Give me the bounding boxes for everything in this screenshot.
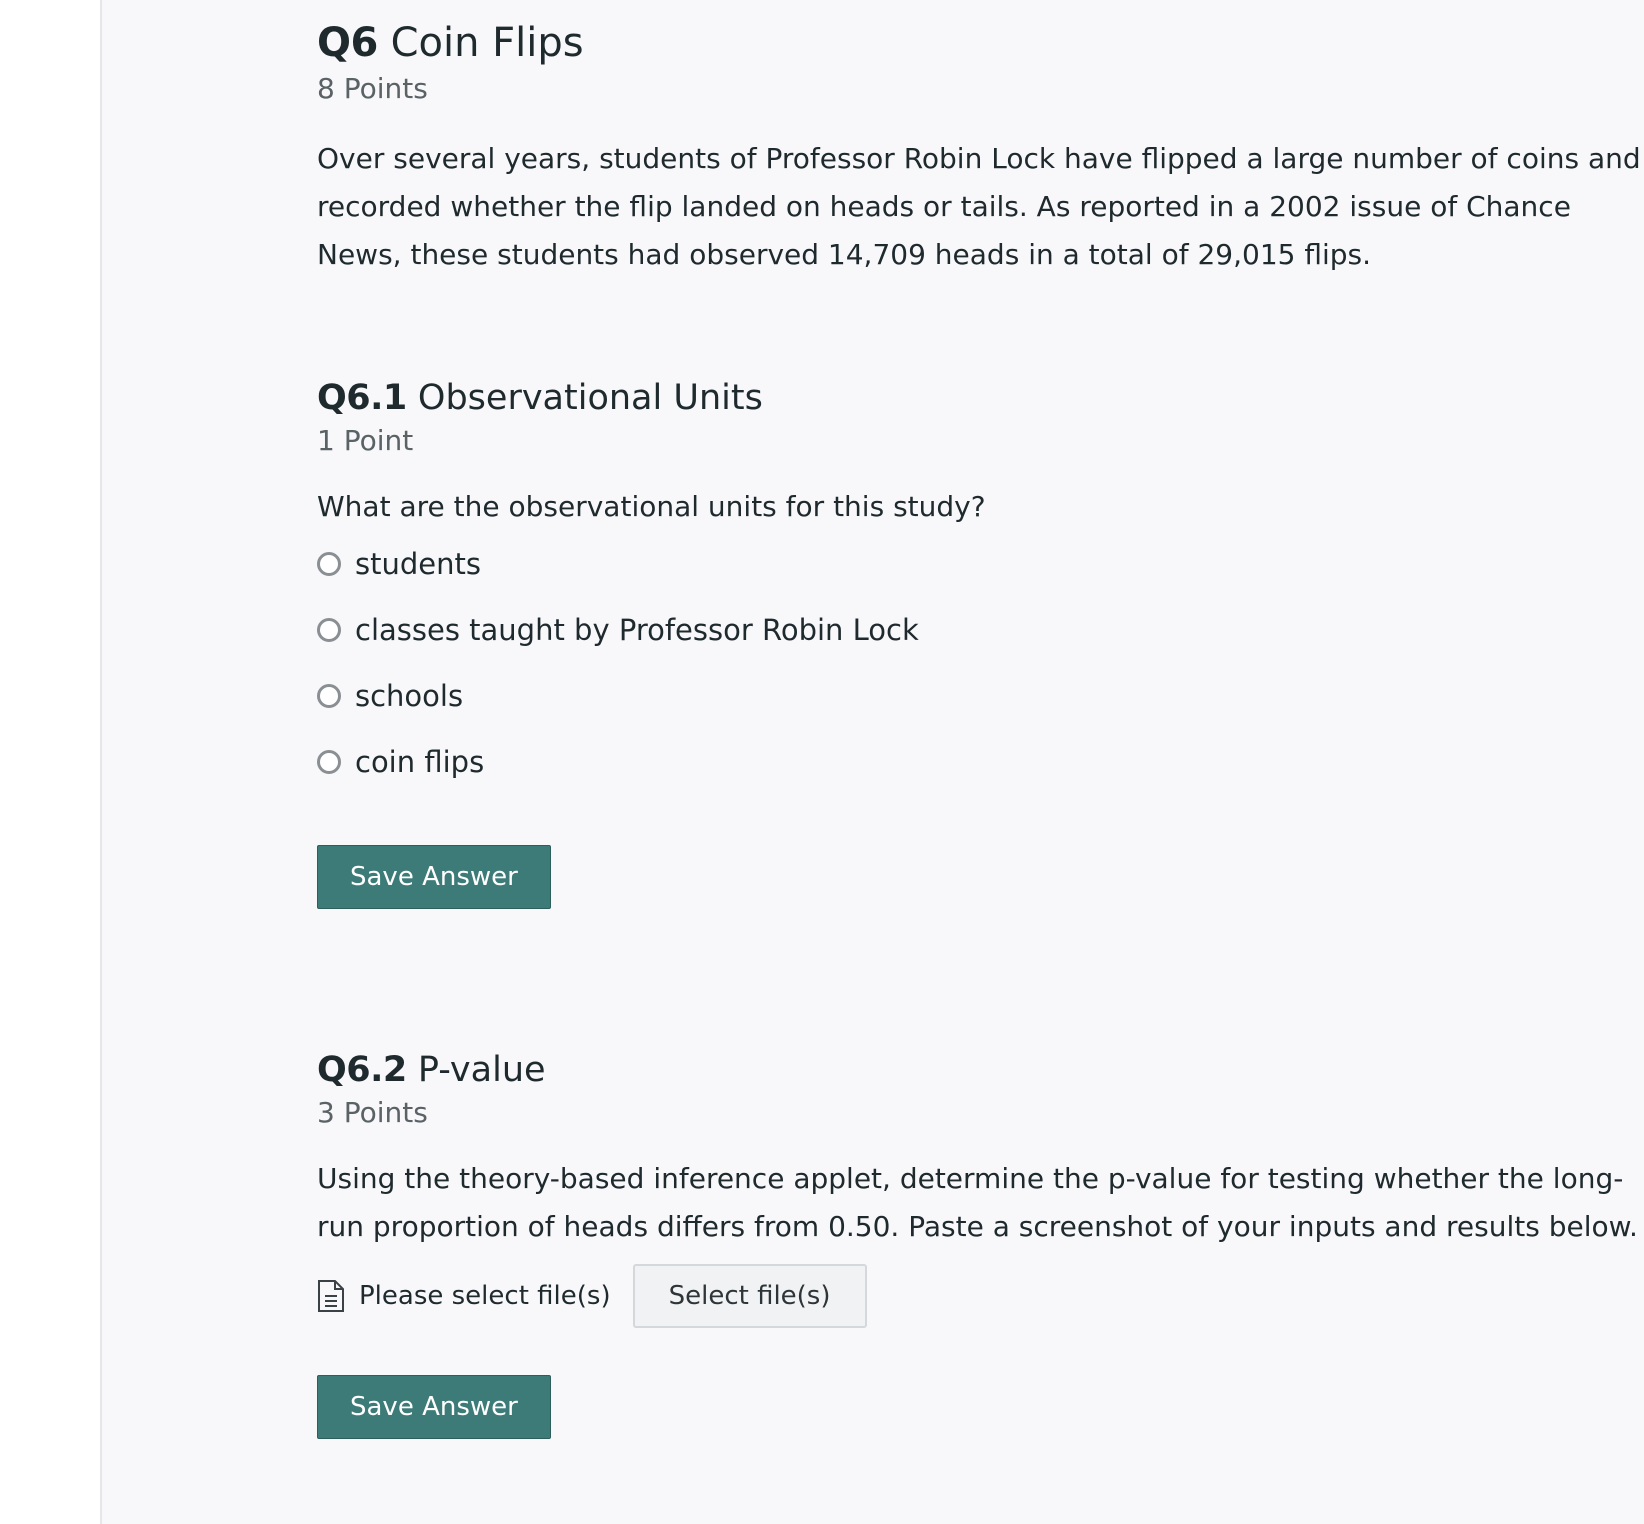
- left-gutter: [0, 0, 100, 1524]
- subquestion-title: [317, 378, 1644, 418]
- subquestion-q6-2: [317, 1050, 1644, 1439]
- option-schools[interactable]: [317, 663, 1644, 729]
- subquestion-number: Q6.1: [317, 378, 407, 418]
- subquestion-q6-1: [317, 378, 1644, 909]
- option-label[interactable]: students: [355, 547, 481, 582]
- subquestion-title: [317, 1050, 1644, 1090]
- save-answer-button[interactable]: Save Answer: [317, 845, 551, 909]
- document-icon: [317, 1279, 345, 1313]
- option-coin-flips[interactable]: [317, 729, 1644, 795]
- subquestion-points: 3 Points: [317, 1096, 428, 1130]
- question-number: Q6: [317, 20, 378, 66]
- subquestion-title-text: P-value: [417, 1050, 546, 1090]
- question-content-pane[interactable]: [100, 0, 1644, 1524]
- radio-unchecked-icon[interactable]: [317, 552, 341, 576]
- subquestion-points: 1 Point: [317, 424, 414, 458]
- answer-options: [317, 531, 1644, 795]
- subquestion-title-text: Observational Units: [417, 378, 763, 418]
- question-points: 8 Points: [317, 72, 428, 105]
- question-title-text: Coin Flips: [390, 20, 584, 66]
- question-title: [317, 20, 1644, 66]
- subquestion-number: Q6.2: [317, 1050, 407, 1090]
- option-label[interactable]: coin flips: [355, 745, 485, 780]
- select-files-button[interactable]: Select file(s): [633, 1264, 867, 1328]
- question-q6: [317, 20, 1644, 279]
- radio-unchecked-icon[interactable]: [317, 618, 341, 642]
- option-students[interactable]: [317, 531, 1644, 597]
- radio-unchecked-icon[interactable]: [317, 750, 341, 774]
- subquestion-prompt: Using the theory-based inference applet, determine the p-value for testing whether the long-run proportion of heads differs from 0.50. Paste a screenshot of your inputs and results below.: [317, 1162, 1638, 1244]
- file-upload-row: [317, 1263, 1644, 1329]
- option-label[interactable]: schools: [355, 679, 464, 714]
- file-status-text: Please select file(s): [359, 1281, 611, 1312]
- subquestion-prompt: What are the observational units for this study?: [317, 490, 986, 524]
- option-classes[interactable]: [317, 597, 1644, 663]
- save-answer-button[interactable]: Save Answer: [317, 1375, 551, 1439]
- option-label[interactable]: classes taught by Professor Robin Lock: [355, 613, 919, 648]
- question-description: Over several years, students of Professor Robin Lock have flipped a large number of coins and recorded whether the flip landed on heads or tails. As reported in a 2002 issue of Chance News, these students had observed 14,709 heads in a total of 29,015 flips.: [317, 142, 1641, 271]
- radio-unchecked-icon[interactable]: [317, 684, 341, 708]
